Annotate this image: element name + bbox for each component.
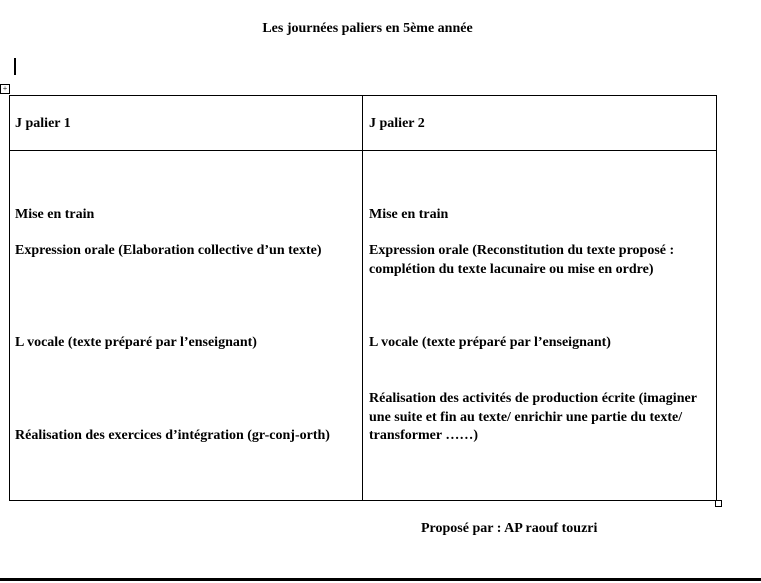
palier-2-item: Réalisation des activités de production écrite (imaginer une suite et fin au texte/ enrichir une partie du texte/ transformer ……)	[369, 391, 697, 443]
header-row-divider	[10, 150, 716, 151]
text-cursor	[14, 58, 16, 75]
page-bottom-rule	[0, 578, 761, 581]
column-divider	[362, 96, 363, 500]
document-title: Les journées paliers en 5ème année	[262, 21, 473, 36]
lesson-table	[9, 95, 717, 501]
header-palier-2: J palier 2	[369, 116, 425, 131]
palier-2-item: Expression orale (Reconstitution du texte proposé : complétion du texte lacunaire ou mise en ordre)	[369, 243, 675, 277]
palier-2-item: L vocale (texte préparé par l’enseignant)	[369, 335, 611, 350]
palier-2-item: Mise en train	[369, 207, 449, 222]
palier-1-item: Réalisation des exercices d’intégration (gr-conj-orth)	[15, 428, 330, 443]
move-table-icon[interactable]: +	[0, 84, 10, 94]
header-palier-1: J palier 1	[15, 116, 71, 131]
palier-1-item: L vocale (texte préparé par l’enseignant)	[15, 335, 257, 350]
author-line: Proposé par : AP raouf touzri	[421, 521, 598, 536]
palier-1-item: Expression orale (Elaboration collective d’un texte)	[15, 243, 322, 258]
palier-1-item: Mise en train	[15, 207, 95, 222]
table-resize-handle[interactable]	[715, 500, 722, 507]
